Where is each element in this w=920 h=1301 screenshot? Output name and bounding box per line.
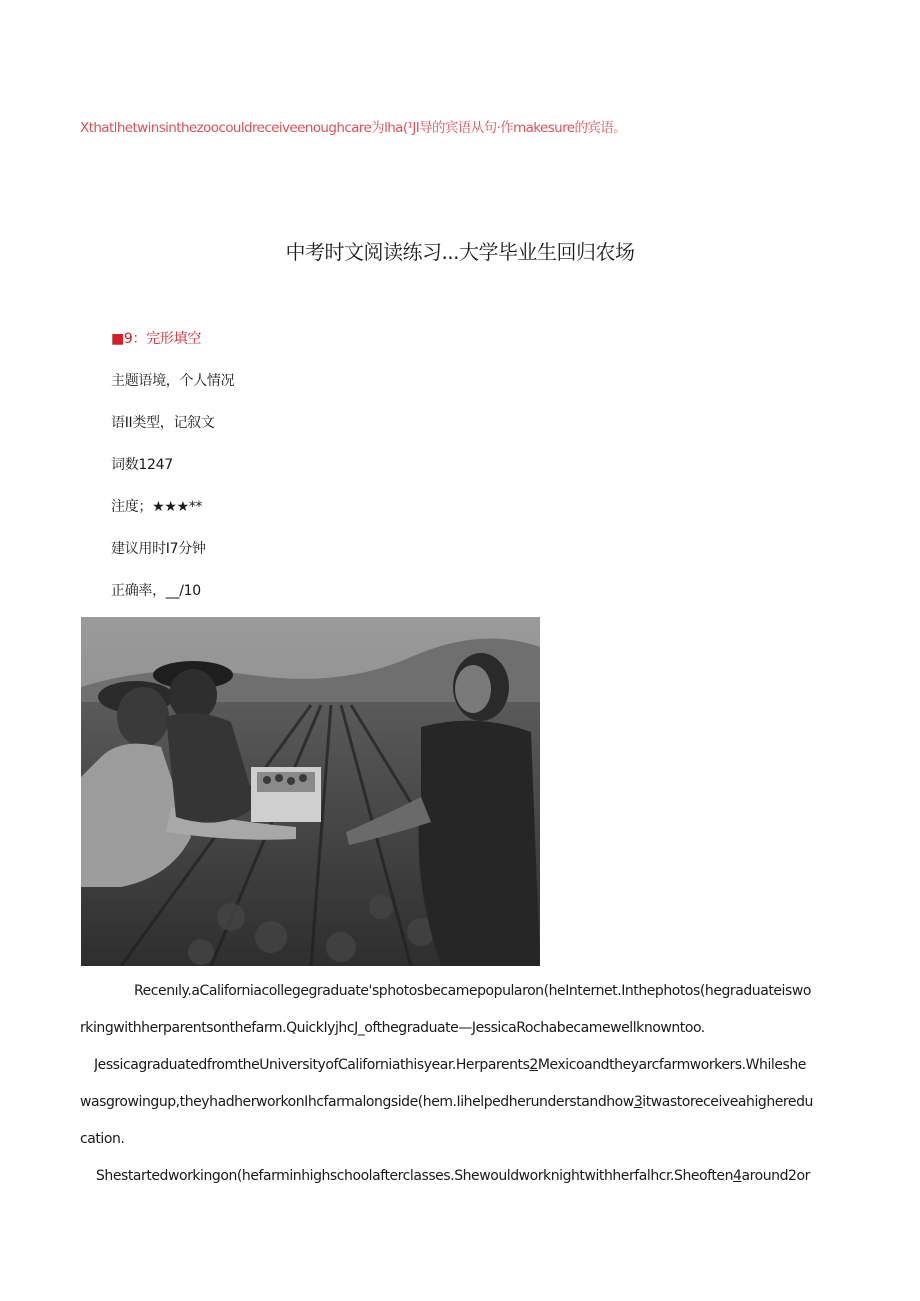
passage-text: JessicagraduatedfromtheUniversityofCaliforniathisyear.Herparents [94, 1057, 530, 1073]
page-title: 中考时文阅读练习...大学毕业生回归农场 [285, 240, 635, 264]
blank-3: 3 [633, 1094, 643, 1110]
passage-line [94, 1057, 850, 1073]
suggested-time: 建议用时I7分钟 [111, 541, 206, 557]
difficulty-rating: 注度；★★★** [111, 499, 203, 515]
word-count: 词数1247 [111, 457, 173, 473]
passage-text: wasgrowingup,theyhadherworkonIhcfarmalongside(hem.Iihelpedherunderstandhow [80, 1094, 634, 1110]
blank-2: 2 [529, 1057, 538, 1073]
grammar-note: Xthatlhetwinsinthezoocouldreceiveenoughcare为lha(¹JI导的宾语从句·作makesure的宾语。 [80, 120, 627, 136]
passage-line [80, 1094, 850, 1110]
task-type: ■9：完形填空 [111, 331, 202, 347]
text-genre: 语II类型，记叙文 [111, 415, 215, 431]
theme-context: 主题语境，个人情况 [111, 373, 235, 389]
passage-text: Shestartedworkingon(hefarminhighschoolafterclasses.Shewouldworknightwithherfalhcr.Sheoften [96, 1168, 734, 1184]
passage-line [96, 1168, 850, 1184]
passage-text: around2or [741, 1168, 810, 1184]
passage-text: itwastoreceiveahigheredu [642, 1094, 813, 1110]
farm-workers-photo [81, 617, 540, 966]
passage-text: Mexicoandtheyarcfarmworkers.Whileshe [537, 1057, 806, 1073]
passage-line: Recenıly.aCaliforniacollegegraduate'sphotosbecamepopularon(heInternet.Inthephotos(hegraduateiswo [134, 983, 811, 999]
passage-line: rkingwithherparentsonthefarm.QuickIyjhcJ_ofthegraduate—JessicaRochabecamewellknowntoo. [80, 1020, 705, 1036]
passage-line: cation. [80, 1131, 125, 1147]
accuracy-rate: 正确率，__/10 [111, 583, 201, 599]
blank-4: 4 [733, 1168, 742, 1184]
